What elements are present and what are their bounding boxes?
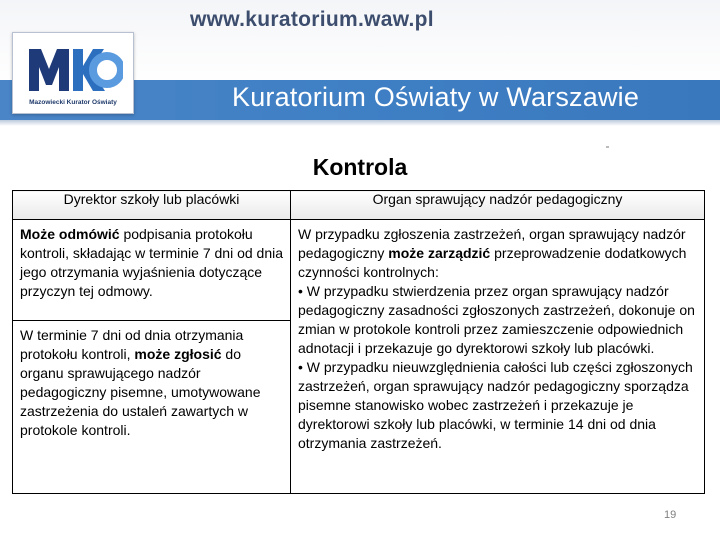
decorative-dot bbox=[606, 146, 609, 148]
cell-director-objections: W terminie 7 dni od dnia otrzymania protokołu kontroli, może zgłosić do organu sprawującego nadzór pedagogiczny pisemne, umotywowane zastrzeżenia do ustaleń zawartych w protokole kontroli. bbox=[13, 321, 291, 494]
cell-supervisory-actions bbox=[291, 220, 705, 494]
paragraph-additional-checks: W przypadku zgłoszenia zastrzeżeń, organ sprawujący nadzór pedagogiczny może zarządzić przeprowadzenie dodatkowych czynności kontrolnych: bbox=[298, 226, 687, 280]
slide-title: Kontrola bbox=[312, 154, 408, 180]
col-header-director: Dyrektor szkoły lub placówki bbox=[13, 191, 291, 220]
control-table bbox=[12, 190, 705, 494]
cell-director-refusal bbox=[13, 220, 291, 321]
bullet-objections-rejected: • W przypadku nieuwzględnienia całości lub części zgłoszonych zastrzeżeń, organ sprawujący nadzór pedagogiczny sporządza pisemne stanowisko wobec zastrzeżeń i przekazuje je dyrektorowi szkoły lub placówki, w terminie 14 dni od dnia otrzymania zastrzeżeń. bbox=[298, 359, 693, 451]
mko-logo-mark bbox=[23, 39, 123, 97]
site-url[interactable]: www.kuratorium.waw.pl bbox=[190, 8, 434, 31]
text-refusal-details: podpisania protokołu kontroli, składając w terminie 7 dni od dnia jego otrzymania wyjaśnienia dotyczące przyczyn tej odmowy. bbox=[20, 226, 284, 299]
institution-name: Kuratorium Oświaty w Warszawie bbox=[232, 82, 640, 112]
page-number: 19 bbox=[664, 509, 677, 521]
text-may-refuse: Może odmówić bbox=[20, 226, 120, 242]
text-may-submit: może zgłosić bbox=[134, 346, 222, 362]
col-header-supervisory-body: Organ sprawujący nadzór pedagogiczny bbox=[291, 191, 705, 220]
logo-caption: Mazowiecki Kurator Oświaty bbox=[29, 99, 117, 106]
table-row bbox=[13, 220, 705, 321]
table-header-row bbox=[13, 191, 705, 220]
bullet-objections-accepted: • W przypadku stwierdzenia przez organ sprawujący nadzór pedagogiczny zasadności zgłoszonych zastrzeżeń, dokonuje on zmian w protokole kontroli przez zamieszczenie odpowiednich adnotacji i przekazuje go dyrektorowi szkoły lub placówki. bbox=[298, 283, 695, 356]
header-band-shadow bbox=[0, 120, 720, 126]
mko-logo bbox=[12, 32, 134, 114]
text-may-order: może zarządzić bbox=[388, 245, 491, 261]
site-header bbox=[0, 0, 720, 140]
